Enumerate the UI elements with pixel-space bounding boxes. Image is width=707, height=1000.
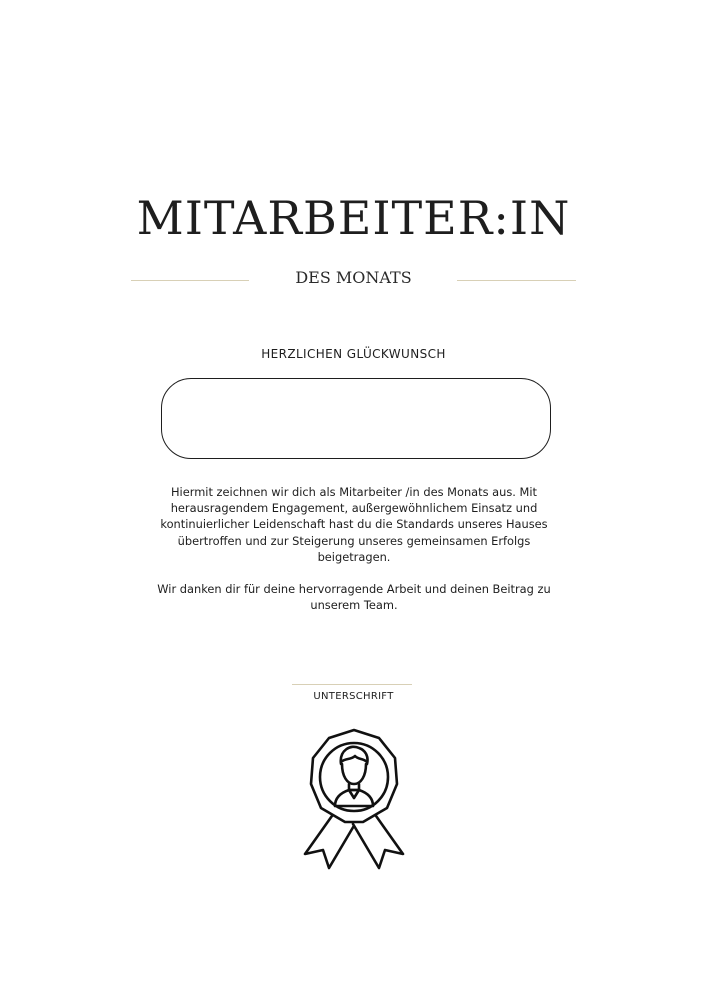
certificate-subtitle: DES MONATS <box>295 268 412 287</box>
divider-right <box>457 280 576 281</box>
congratulations-heading: HERZLICHEN GLÜCKWUNSCH <box>261 347 446 361</box>
certificate-body <box>148 484 560 613</box>
signature-label: UNTERSCHRIFT <box>313 691 394 702</box>
body-paragraph-1: Hiermit zeichnen wir dich als Mitarbeiter /in des Monats aus. Mit herausragendem Engagement, außergewöhnlichem Einsatz und kontinuierlicher Leidenschaft hast du die Standards unseres Hauses übertroffen und zur Steigerung unseres gemeinsamen Erfolgs beigetragen. <box>160 485 548 564</box>
award-ribbon-icon <box>299 728 409 873</box>
body-paragraph-2: Wir danken dir für deine hervorragende Arbeit und deinen Beitrag zu unserem Team. <box>157 582 551 613</box>
certificate-title: MITARBEITER:IN <box>136 191 571 245</box>
signature-line <box>292 684 412 685</box>
recipient-name-box <box>161 378 551 459</box>
